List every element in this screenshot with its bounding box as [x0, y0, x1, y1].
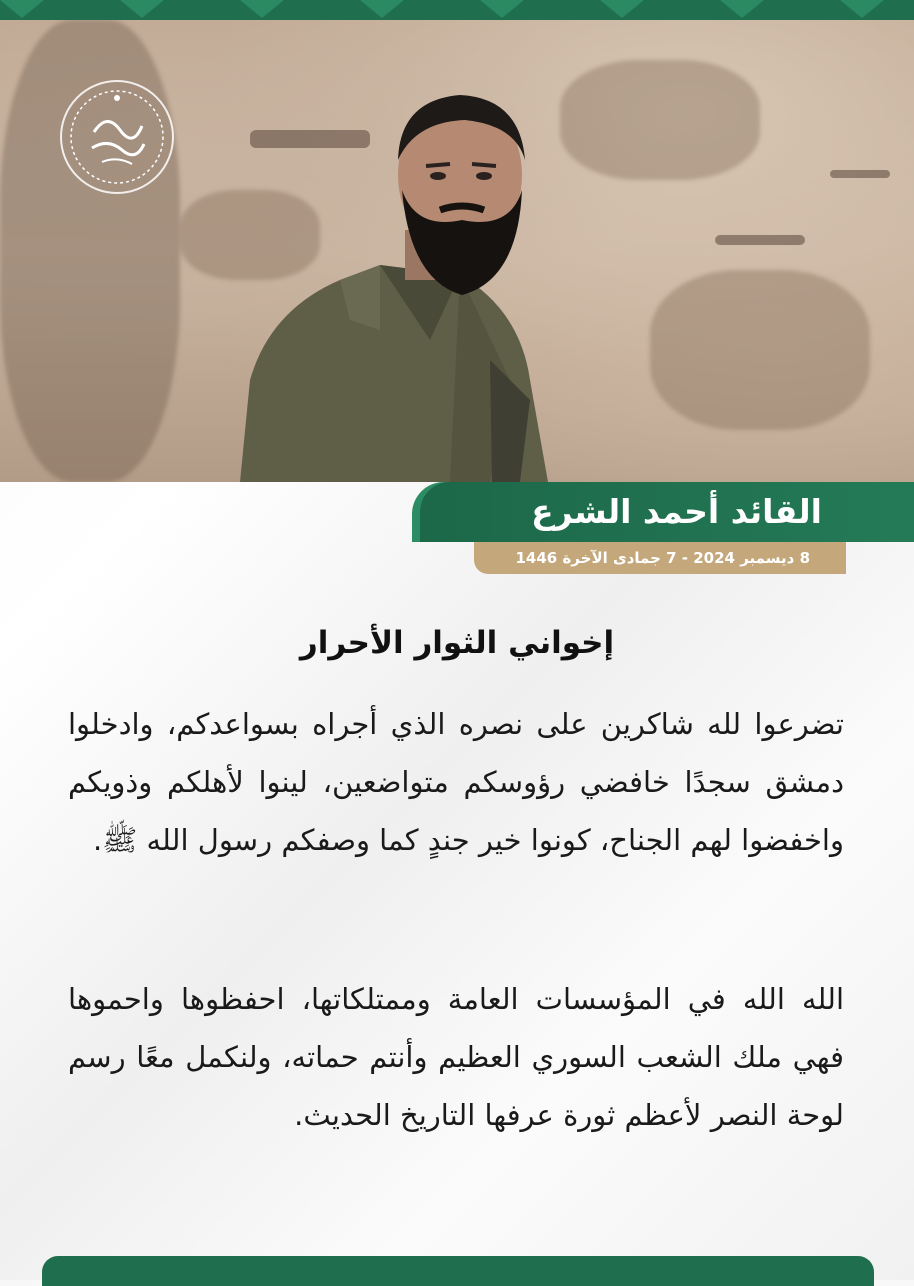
top-bar-ornament	[120, 0, 164, 18]
portrait-photo	[0, 20, 914, 482]
top-bar-ornament	[600, 0, 644, 18]
top-bar-ornament	[240, 0, 284, 18]
top-bar-ornament	[720, 0, 764, 18]
top-bar-ornament	[0, 0, 44, 18]
man-figure	[230, 80, 550, 482]
seal-icon	[60, 80, 174, 194]
seal-graphic	[62, 82, 172, 192]
top-bar-ornament	[480, 0, 524, 18]
message-headline: إخواني الثوار الأحرار	[299, 625, 615, 661]
date-badge: 8 ديسمبر 2024 - 7 جمادى الآخرة 1446	[474, 542, 846, 574]
leader-name: القائد أحمد الشرع	[531, 492, 822, 531]
message-paragraph-1: تضرعوا لله شاكرين على نصره الذي أجراه بسواعدكم، وادخلوا دمشق سجدًا خافضي رؤوسكم متواضعين، لينوا لأهلكم وذويكم واخفضوا لهم الجناح، كونوا خير جندٍ كما وصفكم رسول الله ﷺ.	[68, 707, 844, 857]
top-bar-ornament	[360, 0, 404, 18]
message-paragraph-2: الله الله في المؤسسات العامة وممتلكاتها، احفظوها واحموها فهي ملك الشعب السوري العظيم وأنتم حماته، ولنكمل معًا رسم لوحة النصر لأعظم ثورة عرفها التاريخ الحديث.	[68, 982, 844, 1132]
top-decorative-bar	[0, 0, 914, 20]
top-bar-ornament	[840, 0, 884, 18]
bottom-decorative-bar	[42, 1256, 874, 1286]
